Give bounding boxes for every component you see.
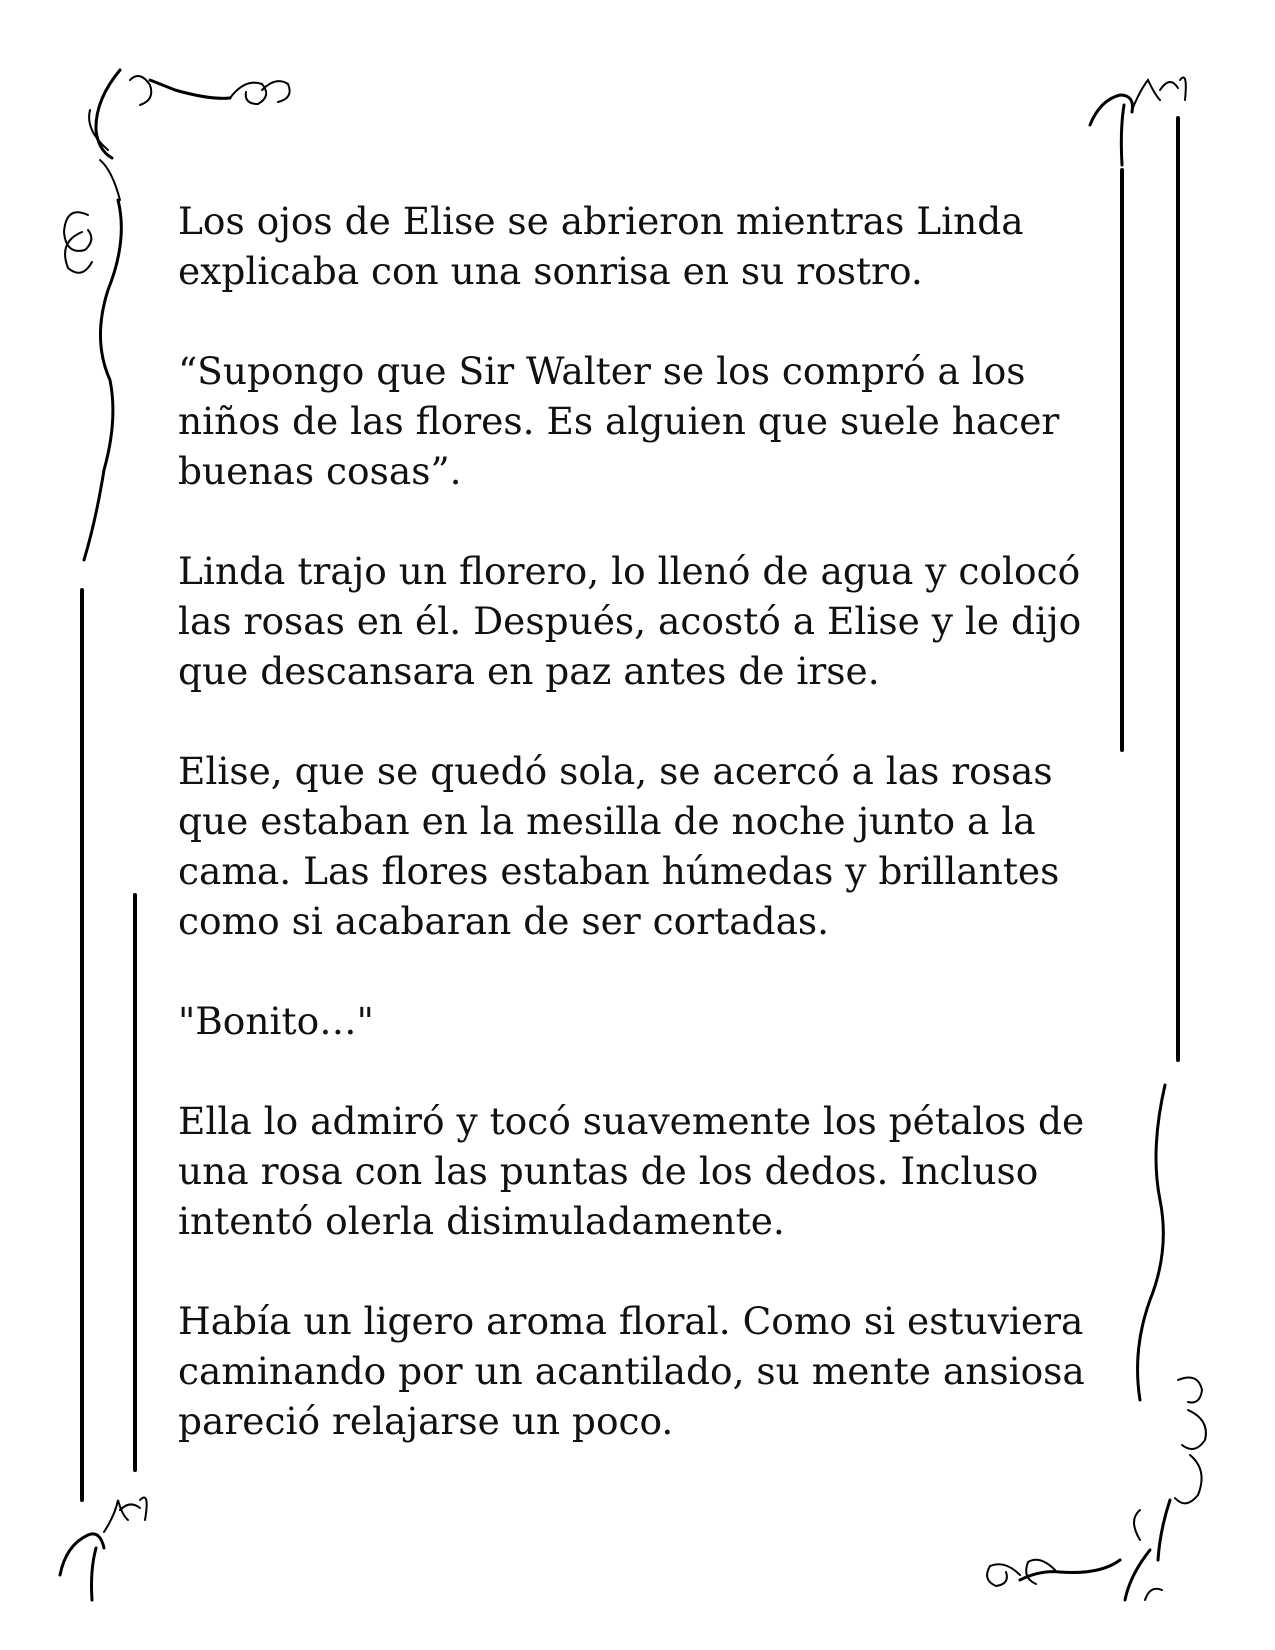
bottom-left-flourish-icon: [60, 1498, 147, 1601]
right-rules: [1122, 118, 1178, 1060]
paragraph-4: Elise, que se quedó sola, se acercó a las rosas que estaban en la mesilla de noche junto a la cama. Las flores estaban húmedas y brillantes como si acabaran de ser cortadas.: [178, 749, 1060, 943]
paragraph-1: Los ojos de Elise se abrieron mientras Linda explicaba con una sonrisa en su rostro.: [178, 199, 1024, 293]
paragraph-6: Ella lo admiró y tocó suavemente los pétalos de una rosa con las puntas de los dedos. Incluso intentó olerla disimuladamente.: [178, 1099, 1085, 1243]
left-rules: [82, 590, 135, 1500]
paragraph-5: "Bonito…": [178, 999, 374, 1043]
story-text: [178, 196, 1118, 1496]
paragraph-2: “Supongo que Sir Walter se los compró a los niños de las flores. Es alguien que suele hacer buenas cosas”.: [178, 349, 1060, 493]
paragraph-3: Linda trajo un florero, lo llenó de agua y colocó las rosas en él. Después, acostó a Elise y le dijo que descansara en paz antes de irse.: [178, 549, 1082, 693]
paragraph-7: Había un ligero aroma floral. Como si estuviera caminando por un acantilado, su mente ansiosa pareció relajarse un poco.: [178, 1299, 1085, 1443]
top-right-flourish-icon: [1090, 78, 1186, 166]
